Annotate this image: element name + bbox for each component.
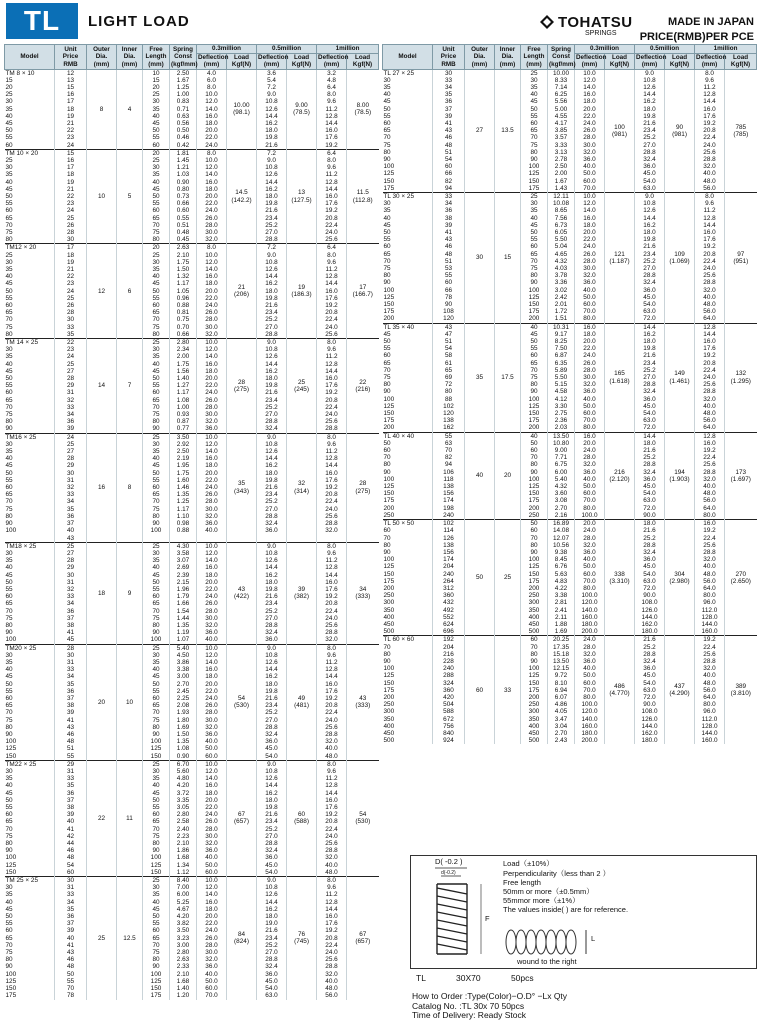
cell-k: 13.50 10.80 9.00 7.71 6.75 6.00 5.40 4.32 3.60 3.08 2.70 2.16 <box>548 432 575 519</box>
how-to-order-value: :Type(Color)−O.D° −Lx Qty <box>464 991 568 1001</box>
cell-price: 25 27 28 29 30 31 32 33 34 36 37 38 41 45 <box>55 542 87 644</box>
cell-l03: 10.00 (98.1) <box>227 69 257 149</box>
cell-l05: 109 (1.069) <box>665 192 695 323</box>
reference-note: The values inside( ) are for reference. <box>503 905 629 914</box>
cell-d05: 9.0 10.8 12.6 14.4 16.2 18.0 19.8 21.6 23.4 25.2 27.0 28.8 32.4 36.0 45.0 54.0 63.0 <box>635 69 665 192</box>
cell-price: 55 63 70 82 94 106 118 138 156 174 198 240 <box>433 432 465 519</box>
spec-group-row <box>383 636 757 745</box>
price-per-label: PRICE(RMB)PER PCE <box>639 31 754 43</box>
cell-l03: 28 (275) <box>227 339 257 434</box>
cell-d1: 8.0 9.6 11.2 12.8 14.4 16.0 17.6 19.2 20.8 22.4 24.0 25.6 28.8 32.0 40.0 48.0 56.0 64.0 <box>695 192 725 323</box>
cell-id: 4 <box>117 69 143 149</box>
page-header <box>0 0 760 44</box>
cell-id: 13.5 <box>495 69 521 192</box>
cell-d1: 16.0 19.2 22.4 25.6 28.8 32.0 40.0 48.0 56.0 64.0 80.0 96.0 112.0 128.0 144.0 160.0 <box>695 520 725 636</box>
cell-d1: 8.0 9.6 11.2 12.8 14.4 16.0 17.6 19.2 20.8 22.4 24.0 25.6 28.8 <box>317 339 347 434</box>
cell-d03: 10.0 12.0 14.0 16.0 18.0 20.0 22.0 24.0 26.0 28.0 30.0 32.0 36.0 40.0 50.0 60.0 <box>197 760 227 876</box>
cell-d05: 7.2 9.0 10.8 12.6 14.4 16.2 18.0 19.8 21.6 23.4 25.2 27.0 28.8 <box>257 244 287 339</box>
col-05million: 0.5million <box>257 45 317 54</box>
order-line-delivery: Time of Delivery: Ready Stock <box>412 1010 526 1020</box>
cell-l03: 54 (530) <box>227 644 257 760</box>
spec-group-row <box>383 192 757 323</box>
free-length-mark: F <box>485 914 490 923</box>
cell-od: 25 <box>87 877 117 1000</box>
cell-d03: 10.0 12.0 14.0 16.0 18.0 20.0 22.0 24.0 26.0 28.0 30.0 32.0 36.0 40.0 <box>197 542 227 644</box>
cell-model: TL 40 × 40 50 60 70 80 90 100 125 150 175 200 250 <box>383 432 433 519</box>
col-spring-const: Spring Const (kgf/mm) <box>549 45 576 68</box>
cell-price: 33 34 36 38 39 41 43 46 48 51 53 55 60 66 78 90 108 120 <box>433 192 465 323</box>
cell-od: 22 <box>87 760 117 876</box>
col-deflection: Deflection (mm) <box>198 53 229 68</box>
col-load: Load Kgf(N) <box>605 53 635 69</box>
cell-d03: 8.0 10.0 12.0 14.0 16.0 18.0 20.0 22.0 24.0 26.0 28.0 30.0 32.0 <box>197 149 227 244</box>
cell-model: TM 10 × 20 25 30 35 40 45 50 55 60 65 70 75 80 <box>5 149 55 244</box>
cell-od: 27 <box>465 69 495 192</box>
spec-group-row <box>5 760 379 876</box>
cell-l1: 54 (530) <box>347 760 379 876</box>
spec-table-left <box>4 44 379 1000</box>
cell-id: 15 <box>495 192 521 323</box>
inner-dia-label: d(-0.2) <box>441 870 456 876</box>
cell-d05: 9.0 10.8 12.6 14.4 16.2 18.0 19.8 21.6 23.4 25.2 27.0 28.8 32.4 36.0 <box>257 542 287 644</box>
cell-d05: 7.2 9.0 10.8 12.6 14.4 16.2 18.0 19.8 21.6 23.4 25.2 27.0 28.8 <box>257 149 287 244</box>
cell-fl: 25 30 35 40 45 50 55 60 65 70 75 80 90 100 <box>143 542 170 644</box>
cell-fl: 25 30 35 40 45 50 55 60 65 70 75 80 90 100 125 150 <box>143 644 170 760</box>
cell-d1: 12.8 14.4 16.0 17.6 19.2 20.8 22.4 24.0 25.6 28.8 32.0 40.0 48.0 56.0 64.0 <box>695 323 725 432</box>
cell-d1: 12.8 16.0 19.2 22.4 25.6 28.8 32.0 40.0 48.0 56.0 64.0 80.0 <box>695 432 725 519</box>
order-example <box>416 973 534 983</box>
cell-l1: 785 (785) <box>725 69 757 192</box>
cell-d03: 10.0 12.0 14.0 16.0 18.0 20.0 22.0 24.0 26.0 28.0 30.0 32.0 36.0 40.0 50.0 60.0 70.0 <box>197 877 227 1000</box>
cell-fl: 25 30 35 40 45 50 55 60 65 70 75 80 90 100 <box>143 433 170 542</box>
cell-fl: 20 25 30 35 40 45 50 55 60 65 70 75 80 <box>143 149 170 244</box>
cell-fl: 25 30 35 40 45 50 55 60 65 70 75 80 90 100 125 150 175 200 <box>521 192 548 323</box>
cell-k: 10.31 9.17 8.25 7.50 6.87 6.35 5.89 5.50 5.15 4.58 4.12 3.30 2.75 2.36 2.03 <box>548 323 575 432</box>
col-deflection: Deflection (mm) <box>576 53 607 68</box>
cell-d05: 9.0 10.8 12.6 14.4 16.2 18.0 19.8 21.6 23.4 25.2 27.0 28.8 32.4 36.0 45.0 54.0 <box>257 644 287 760</box>
catalog-no-label: Catalog No. <box>412 1000 457 1011</box>
col-inner-dia: Inner Dia. (mm) <box>495 45 521 70</box>
spec-table-right-body <box>383 69 757 744</box>
cell-d03: 10.0 12.0 14.0 16.0 18.0 20.0 22.0 24.0 26.0 28.0 30.0 32.0 36.0 40.0 50.0 60.0 <box>197 644 227 760</box>
cell-l1: 28 (275) <box>347 433 379 542</box>
spec-group-row <box>383 520 757 636</box>
cell-price: 22 23 24 25 27 28 29 31 32 33 34 36 39 <box>55 339 87 434</box>
tohatsu-logo-icon <box>540 15 554 29</box>
brand-name <box>540 14 633 31</box>
cell-model: TM 25 × 25 30 35 40 45 50 55 60 65 70 75 80 90 100 125 150 175 <box>5 877 55 1000</box>
cell-l03: 165 (1.618) <box>605 323 635 432</box>
spec-group-row <box>5 644 379 760</box>
cell-l05: 90 (981) <box>665 69 695 192</box>
spec-group-row <box>5 149 379 244</box>
cell-l05: 39 (382) <box>287 542 317 644</box>
cell-od: 18 <box>87 542 117 644</box>
outer-dia-label: D( -0.2 ) <box>435 857 463 866</box>
cell-d1: 8.0 9.6 11.2 12.8 14.4 16.0 17.6 19.2 20.8 22.4 24.0 25.6 28.8 32.0 <box>317 433 347 542</box>
cell-id: 17.5 <box>495 323 521 432</box>
cell-l05: 13 (127.5) <box>287 149 317 244</box>
cell-price: 24 25 27 28 29 30 31 32 33 34 35 36 37 40 43 <box>55 433 87 542</box>
cell-d05: 14.4 18.0 21.6 25.2 28.8 32.4 36.0 45.0 54.0 63.0 72.0 90.0 <box>635 432 665 519</box>
cell-model: TM16 × 25 30 35 40 45 50 55 60 65 70 75 80 90 100 <box>5 433 55 542</box>
cell-id: 12.5 <box>117 877 143 1000</box>
cell-l03: 67 (657) <box>227 760 257 876</box>
cell-model: TM18 × 25 30 35 40 45 50 55 60 65 70 75 80 90 100 <box>5 542 55 644</box>
col-unit-price: Unit Price RMB <box>55 45 87 70</box>
cell-model: TM12 × 20 25 30 35 40 45 50 55 60 65 70 75 80 <box>5 244 55 339</box>
cell-price: 17 18 19 21 22 23 24 25 26 28 30 33 35 <box>55 244 87 339</box>
cell-k: 20.25 17.35 15.18 13.50 12.15 9.72 8.10 6.94 6.07 4.86 4.05 3.47 3.04 2.70 2.43 <box>548 636 575 745</box>
spec-group-row <box>5 877 379 1000</box>
col-load: Load Kgf(N) <box>665 53 695 69</box>
cell-k: 16.89 14.08 12.07 10.56 9.38 8.45 6.76 5.63 4.83 4.22 3.38 2.81 2.41 2.11 1.88 1.69 <box>548 520 575 636</box>
cell-d05: 9.0 10.8 12.6 14.4 16.2 18.0 19.8 21.6 23.4 25.2 27.0 28.8 32.4 36.0 45.0 54.0 <box>257 760 287 876</box>
cell-d1: 8.0 9.6 11.2 12.8 14.4 16.0 17.6 19.2 20.8 22.4 24.0 25.6 28.8 32.0 40.0 48.0 56.0 <box>317 877 347 1000</box>
cell-id: 10 <box>117 644 143 760</box>
free-length-title: Free length <box>503 878 541 887</box>
cell-price: 28 30 31 33 34 35 36 37 38 39 41 43 46 48 51 55 <box>55 644 87 760</box>
cell-d05: 9.0 10.8 12.6 14.4 16.2 18.0 19.8 21.6 23.4 25.2 27.0 28.8 32.4 <box>257 339 287 434</box>
cell-d05: 9.0 10.8 12.6 14.4 16.2 18.0 19.8 21.6 23.4 25.2 27.0 28.8 32.4 36.0 45.0 54.0 63.0 72.0 <box>635 192 665 323</box>
cell-fl: 60 70 80 90 100 125 150 175 200 250 300 350 400 450 500 <box>521 636 548 745</box>
spec-table-left-body <box>5 69 379 1000</box>
cell-d03: 8.0 10.0 12.0 14.0 16.0 18.0 20.0 22.0 24.0 26.0 28.0 30.0 32.0 <box>197 244 227 339</box>
series-logo: TL <box>6 3 78 39</box>
col-free-length: Free Length (mm) <box>521 45 548 70</box>
order-info <box>412 992 567 1021</box>
cell-l05: 194 (1.903) <box>665 432 695 519</box>
cell-d1: 3.2 4.8 6.4 8.0 9.6 11.2 12.8 14.4 16.0 17.6 19.2 <box>317 69 347 149</box>
cell-d03: 10.0 12.0 14.0 16.0 18.0 20.0 22.0 24.0 26.0 28.0 30.0 32.0 36.0 40.0 <box>197 433 227 542</box>
col-1million: 1million <box>317 45 379 54</box>
cell-fl: 25 30 35 40 45 50 55 60 65 70 75 80 90 100 125 150 175 <box>521 69 548 192</box>
cell-price: 43 47 51 54 58 61 65 69 72 80 88 102 120 138 162 <box>433 323 465 432</box>
cell-d03: 16.0 20.0 24.0 28.0 32.0 36.0 40.0 50.0 60.0 70.0 80.0 100.0 <box>575 432 605 519</box>
free-length-tol-2: 55mmor more（±1%） <box>503 896 580 905</box>
cell-l03: 486 (4.770) <box>605 636 635 745</box>
cell-model: TL 30 × 25 30 35 40 45 50 55 60 65 70 75 80 90 100 125 150 175 200 <box>383 192 433 323</box>
col-deflection: Deflection (mm) <box>318 53 349 68</box>
col-model: Model <box>5 45 55 70</box>
made-in-label: MADE IN JAPAN <box>668 16 754 28</box>
cell-od: 40 <box>465 432 495 519</box>
col-05million: 0.5million <box>635 45 695 54</box>
spec-group-row <box>5 69 379 149</box>
cell-od: 10 <box>87 149 117 244</box>
example-size: 30X70 <box>455 973 481 983</box>
cell-l03: 35 (343) <box>227 433 257 542</box>
spec-group-row <box>5 433 379 542</box>
cell-l03: 121 (1.187) <box>605 192 635 323</box>
cell-l03: 100 (981) <box>605 69 635 192</box>
cell-price: 30 31 33 34 35 36 37 39 40 41 43 46 48 50 55 70 78 <box>55 877 87 1000</box>
cell-k: 2.63 2.10 1.75 1.50 1.32 1.17 1.05 0.96 0.88 0.81 0.75 0.70 0.66 <box>170 244 197 339</box>
col-load: Load Kgf(N) <box>227 53 257 69</box>
col-1million: 1million <box>695 45 757 54</box>
cell-fl: 20 25 30 35 40 45 50 55 60 65 70 75 80 <box>143 244 170 339</box>
cell-d1: 8.0 9.6 11.2 12.8 14.4 16.0 17.6 19.2 20.8 22.4 24.0 25.6 28.8 32.0 40.0 48.0 <box>317 644 347 760</box>
load-tolerance: Load（±10%） <box>503 859 554 868</box>
cell-fl: 50 60 70 80 90 100 125 150 175 200 250 300 350 400 450 500 <box>521 520 548 636</box>
cell-l05: 32 (314) <box>287 433 317 542</box>
cell-l1: 17 (166.7) <box>347 244 379 339</box>
cell-d03: 4.0 6.0 8.0 10.0 12.0 14.0 16.0 18.0 20.0 22.0 24.0 <box>197 69 227 149</box>
cell-od: 20 <box>87 644 117 760</box>
cell-l1: 173 (1.697) <box>725 432 757 519</box>
catalog-no-value: :TL 30x 70 50pcs <box>459 1000 525 1011</box>
cell-fl: 25 30 35 40 45 50 55 60 65 70 75 80 90 100 125 150 175 <box>143 877 170 1000</box>
col-model: Model <box>383 45 433 70</box>
col-deflection: Deflection (mm) <box>696 53 727 68</box>
cell-d05: 3.6 5.4 7.2 9.0 10.8 12.6 14.4 16.2 18.0 19.8 21.6 <box>257 69 287 149</box>
col-load: Load Kgf(N) <box>725 53 757 69</box>
cell-d1: 19.2 22.4 25.6 28.8 32.0 40.0 48.0 56.0 64.0 80.0 96.0 112.0 128.0 144.0 160.0 <box>695 636 725 745</box>
cell-k: 12.11 10.08 8.65 7.56 6.73 6.05 5.50 5.04 4.65 4.32 4.03 3.78 3.36 3.02 2.42 2.01 1.72 1.51 <box>548 192 575 323</box>
col-load: Load Kgf(N) <box>347 53 379 69</box>
perpendicularity: Perpendicularity（less than 2 ） <box>503 869 611 878</box>
col-inner-dia: Inner Dia. (mm) <box>117 45 143 70</box>
cell-id: 25 <box>495 520 521 636</box>
cell-k: 6.70 5.60 4.80 4.20 3.72 3.35 3.05 2.80 2.58 2.40 2.23 2.10 1.86 1.68 1.34 1.12 <box>170 760 197 876</box>
example-code: TL <box>416 973 426 983</box>
spring-diagram-panel <box>410 855 757 969</box>
cell-l05: 25 (245) <box>287 339 317 434</box>
cell-l1: 11.5 (112.8) <box>347 149 379 244</box>
cell-k: 4.30 3.58 3.07 2.69 2.39 2.15 1.96 1.79 1.66 1.54 1.44 1.35 1.19 1.07 <box>170 542 197 644</box>
cell-l1: 389 (3.810) <box>725 636 757 745</box>
cell-od: 16 <box>87 433 117 542</box>
cell-od: 35 <box>465 323 495 432</box>
cell-d03: 10.0 12.0 14.0 16.0 18.0 20.0 22.0 24.0 26.0 28.0 30.0 32.0 36.0 <box>197 339 227 434</box>
brand-text: TOHATSU <box>558 14 633 31</box>
cell-price: 12 13 15 16 17 18 19 21 22 23 24 <box>55 69 87 149</box>
cell-model: TM 8 × 10 15 20 25 30 35 40 45 50 55 60 <box>5 69 55 149</box>
cell-price: 192 204 216 228 240 288 324 360 420 504 588 672 756 840 924 <box>433 636 465 745</box>
cell-d03: 20.0 24.0 28.0 32.0 36.0 40.0 50.0 60.0 70.0 80.0 100.0 120.0 140.0 160.0 180.0 200.0 <box>575 520 605 636</box>
cell-id: 11 <box>117 760 143 876</box>
col-deflection: Deflection (mm) <box>636 53 667 68</box>
cell-k: 2.80 2.34 2.00 1.75 1.56 1.40 1.27 1.17 1.08 1.00 0.93 0.87 0.77 <box>170 339 197 434</box>
cell-od: 14 <box>87 339 117 434</box>
cell-d05: 9.0 10.8 12.6 14.4 16.2 18.0 19.0 21.6 23.4 25.2 27.0 28.8 32.4 36.0 45.0 54.0 63.0 <box>257 877 287 1000</box>
col-outer-dia: Outer Dia. (mm) <box>87 45 117 70</box>
cell-l05: 49 (481) <box>287 644 317 760</box>
cell-id: 33 <box>495 636 521 745</box>
spec-group-row <box>5 339 379 434</box>
cell-fl: 25 30 35 40 45 50 55 60 65 70 75 80 90 100 125 150 <box>143 760 170 876</box>
cell-price: 15 16 17 18 19 21 22 23 24 25 26 28 30 <box>55 149 87 244</box>
cell-d1: 8.0 9.6 11.2 12.8 14.4 16.0 17.6 19.2 20.8 22.4 24.0 25.6 28.8 32.0 40.0 48.0 <box>317 760 347 876</box>
col-03million: 0.3million <box>575 45 635 54</box>
cell-model: TL 60 × 60 70 80 90 100 125 150 175 200 250 300 350 400 450 500 <box>383 636 433 745</box>
cell-l1: 97 (951) <box>725 192 757 323</box>
cell-id: 8 <box>117 433 143 542</box>
cell-l05: 19 (186.3) <box>287 244 317 339</box>
how-to-order-label: How to Order <box>412 991 463 1001</box>
cell-l05: 60 (588) <box>287 760 317 876</box>
coil-direction-diagram <box>491 920 601 960</box>
page-title: LIGHT LOAD <box>88 13 190 30</box>
col-free-length: Free Length (mm) <box>143 45 170 70</box>
cell-d03: 16.0 18.0 20.0 22.0 24.0 26.0 28.0 30.0 32.0 36.0 40.0 50.0 60.0 70.0 80.0 <box>575 323 605 432</box>
spec-table-right <box>382 44 757 744</box>
cell-d03: 10.0 12.0 14.0 16.0 18.0 20.0 22.0 24.0 26.0 28.0 30.0 32.0 36.0 40.0 50.0 60.0 70.0 80.0 <box>575 192 605 323</box>
col-unit-price: Unit Price RMB <box>433 45 465 70</box>
cell-d03: 10.0 12.0 14.0 16.0 18.0 20.0 22.0 24.0 26.0 28.0 30.0 32.0 36.0 40.0 50.0 60.0 70.0 <box>575 69 605 192</box>
cell-d05: 18.0 21.6 25.2 28.8 32.4 36.0 45.0 54.0 63.0 72.0 90.0 108.0 126.0 144.0 162.0 180.0 <box>635 520 665 636</box>
cell-l03: 43 (422) <box>227 542 257 644</box>
spec-group-row <box>383 432 757 519</box>
cell-d1: 8.0 9.6 11.2 12.8 14.4 16.0 17.6 19.2 20.8 22.4 24.0 25.6 28.8 32.0 <box>317 542 347 644</box>
cell-model: TL 50 × 50 60 70 80 90 100 125 150 175 200 250 300 350 400 450 500 <box>383 520 433 636</box>
spec-group-row <box>383 69 757 192</box>
brand-subtitle: SPRINGS <box>585 30 617 37</box>
cell-id: 7 <box>117 339 143 434</box>
cell-model: TM22 × 25 30 35 40 45 50 55 60 65 70 75 80 90 100 125 150 <box>5 760 55 876</box>
cell-id: 5 <box>117 149 143 244</box>
cell-price: 102 114 126 138 156 174 204 240 264 312 360 432 492 552 624 696 <box>433 520 465 636</box>
cell-model: TM 14 × 25 30 35 40 45 50 55 60 65 70 75 80 90 <box>5 339 55 434</box>
cell-k: 1.81 1.45 1.21 1.03 0.90 0.80 0.73 0.66 0.60 0.55 0.51 0.48 0.45 <box>170 149 197 244</box>
cell-k: 10.00 8.33 7.14 6.25 5.56 5.00 4.55 4.17 3.85 3.57 3.33 3.13 2.78 2.50 2.00 1.67 1.43 <box>548 69 575 192</box>
cell-fl: 40 45 50 55 60 65 70 75 80 90 100 125 150 175 200 <box>521 323 548 432</box>
cell-l03: 216 (2.120) <box>605 432 635 519</box>
cell-l1: 270 (2.650) <box>725 520 757 636</box>
cell-fl: 40 50 60 70 80 90 100 125 150 175 200 250 <box>521 432 548 519</box>
spec-group-row <box>5 542 379 644</box>
cell-l03: 21 (206) <box>227 244 257 339</box>
cell-id: 20 <box>495 432 521 519</box>
cell-od: 8 <box>87 69 117 149</box>
cell-price: 30 33 34 35 36 37 39 41 43 46 48 51 54 60 66 82 94 <box>433 69 465 192</box>
cell-l03: 84 (824) <box>227 877 257 1000</box>
cell-k: 8.40 7.00 6.00 5.25 4.67 4.20 3.82 3.50 3.23 3.00 2.80 2.63 2.33 2.10 1.68 1.40 1.20 <box>170 877 197 1000</box>
cell-l03: 14.5 (142.2) <box>227 149 257 244</box>
cell-l05: 304 (2.980) <box>665 520 695 636</box>
col-outer-dia: Outer Dia. (mm) <box>465 45 495 70</box>
col-load: Load Kgf(N) <box>287 53 317 69</box>
cell-l1: 8.00 (78.5) <box>347 69 379 149</box>
cell-od: 60 <box>465 636 495 745</box>
cell-l05: 76 (745) <box>287 877 317 1000</box>
cell-d1: 8.0 9.6 11.2 12.8 14.4 16.0 17.6 19.2 20.8 22.4 24.0 25.6 28.8 32.0 40.0 48.0 56.0 <box>695 69 725 192</box>
cell-l1: 132 (1.295) <box>725 323 757 432</box>
cell-od: 12 <box>87 244 117 339</box>
cell-d1: 6.4 8.0 9.6 11.2 12.8 14.4 16.0 17.6 19.2 20.8 22.4 24.0 25.6 <box>317 149 347 244</box>
spec-group-row <box>383 323 757 432</box>
cell-id: 9 <box>117 542 143 644</box>
spec-group-row <box>5 244 379 339</box>
free-length-tol-1: 50mm or more（±0.5mm） <box>503 887 594 896</box>
col-deflection: Deflection (mm) <box>258 53 289 68</box>
wound-direction: wound to the right <box>517 957 577 966</box>
cell-od: 30 <box>465 192 495 323</box>
cell-d03: 24.0 28.0 32.0 36.0 40.0 50.0 60.0 70.0 80.0 100.0 120.0 140.0 160.0 180.0 200.0 <box>575 636 605 745</box>
cell-model: TM20 × 25 30 35 40 45 50 55 60 65 70 75 80 90 100 125 150 <box>5 644 55 760</box>
cell-model: TL 27 × 25 30 35 40 45 50 55 60 65 70 75 80 90 100 125 150 175 <box>383 69 433 192</box>
cell-l1: 67 (657) <box>347 877 379 1000</box>
cell-l1: 34 (333) <box>347 542 379 644</box>
cell-l05: 9.00 (78.5) <box>287 69 317 149</box>
cell-d05: 14.4 16.2 18.0 19.8 21.6 23.4 25.2 27.0 28.8 32.4 36.0 45.0 54.0 63.0 72.0 <box>635 323 665 432</box>
cell-od: 50 <box>465 520 495 636</box>
cell-k: 3.50 2.92 2.50 2.19 1.95 1.75 1.60 1.46 1.35 1.25 1.17 1.10 0.98 0.88 <box>170 433 197 542</box>
cell-price: 29 31 33 35 36 37 38 39 40 41 42 44 46 48 54 60 <box>55 760 87 876</box>
example-qty: 50pcs <box>510 973 534 983</box>
cell-id: 6 <box>117 244 143 339</box>
cell-d05: 9.0 10.8 12.6 14.4 16.2 18.0 19.8 21.6 23.4 25.2 27.0 28.8 32.4 36.0 <box>257 433 287 542</box>
cell-k: 2.50 1.67 1.25 1.00 0.83 0.71 0.63 0.56 0.50 0.46 0.42 <box>170 69 197 149</box>
cell-l05: 437 (4.290) <box>665 636 695 745</box>
cell-d05: 21.6 25.2 28.8 32.4 36.0 45.0 54.0 63.0 72.0 90.0 108.0 126.0 144.0 162.0 180.0 <box>635 636 665 745</box>
cell-l05: 149 (1.461) <box>665 323 695 432</box>
cell-fl: 25 30 35 40 45 50 55 60 65 70 75 80 90 <box>143 339 170 434</box>
cell-l03: 338 (3.310) <box>605 520 635 636</box>
length-mark: L <box>591 934 596 943</box>
cell-d1: 6.4 8.0 9.6 11.2 12.8 14.4 16.0 17.6 19.2 20.8 22.4 24.0 25.6 <box>317 244 347 339</box>
cell-model: TL 35 × 40 45 50 55 60 65 70 75 80 90 100 125 150 175 200 <box>383 323 433 432</box>
cell-l1: 43 (333) <box>347 644 379 760</box>
cell-l1: 22 (216) <box>347 339 379 434</box>
col-03million: 0.3million <box>197 45 257 54</box>
cell-k: 5.40 4.50 3.86 3.38 3.00 2.70 2.45 2.25 2.08 1.93 1.80 1.69 1.50 1.35 1.08 0.90 <box>170 644 197 760</box>
cell-fl: 10 15 20 25 30 35 40 45 50 55 60 <box>143 69 170 149</box>
col-spring-const: Spring Const (kgf/mm) <box>171 45 198 68</box>
